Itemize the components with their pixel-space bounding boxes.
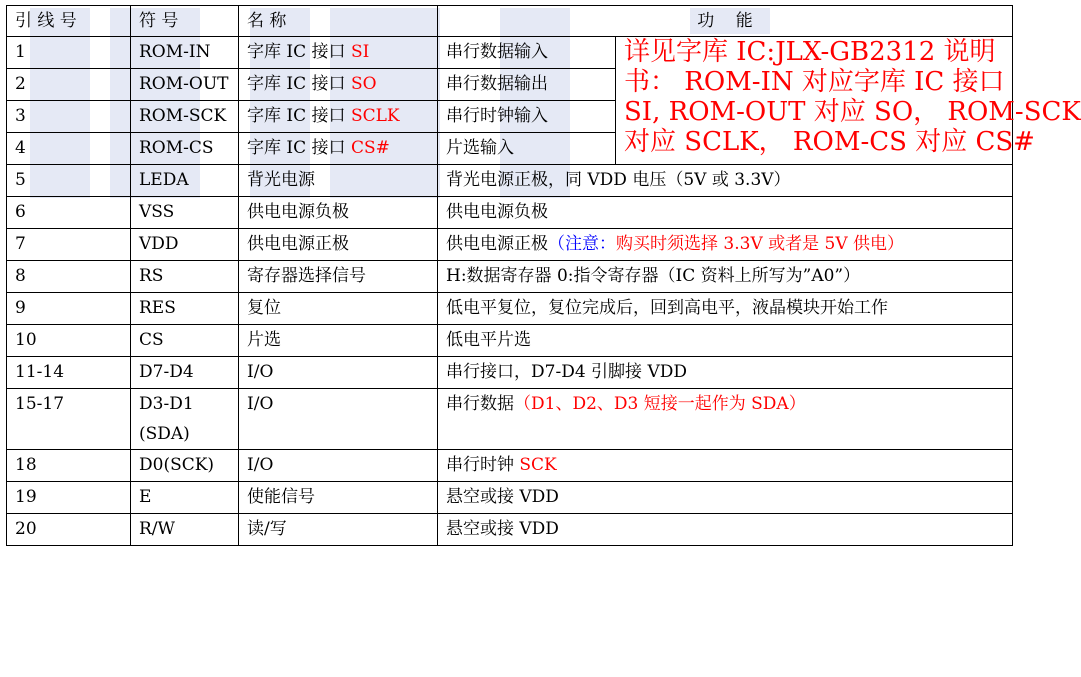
name-highlight: CS# (350, 138, 390, 158)
pin-cell: 9 (7, 293, 131, 325)
table-row (7, 293, 1013, 325)
function-text: 悬空或接 VDD (446, 487, 559, 507)
symbol-text: RS (139, 266, 164, 286)
table-row (7, 37, 1013, 69)
name-cell: 供电电源正极 (239, 229, 438, 261)
header-pin: 引 线 号 (7, 6, 131, 37)
function-cell: 串行数据输出 (438, 69, 616, 101)
function-cell (438, 357, 1013, 389)
symbol-cell (131, 325, 239, 357)
table-row (7, 261, 1013, 293)
pin-cell: 7 (7, 229, 131, 261)
function-cell (438, 229, 1013, 261)
header-symbol: 符 号 (131, 6, 239, 37)
function-cell (438, 389, 1013, 450)
note-line: 详见字库 IC:JLX-GB2312 说明 (624, 37, 996, 67)
pin-cell: 8 (7, 261, 131, 293)
pin-cell: 2 (7, 69, 131, 101)
symbol-cell (131, 165, 239, 197)
function-cell: 串行时钟输入 (438, 101, 616, 133)
symbol-text: R/W (139, 519, 176, 539)
note-line: 对应 SCLK， ROM-CS 对应 CS# (624, 127, 1035, 157)
name-cell: 片选 (239, 325, 438, 357)
note-line: 书： ROM-IN 对应字库 IC 接口 (624, 67, 1005, 97)
symbol-cell: ROM-CS (131, 133, 239, 165)
table-row (7, 229, 1013, 261)
symbol-text: D7-D4 (139, 362, 194, 382)
symbol-text: D3-D1 (139, 394, 194, 414)
symbol-cell (131, 229, 239, 261)
function-text: H:数据寄存器 0:指令寄存器（IC 资料上所写为”A0”） (446, 266, 861, 286)
function-note: （注意： (548, 234, 616, 254)
name-cell: 寄存器选择信号 (239, 261, 438, 293)
symbol-text: (SDA) (139, 424, 190, 444)
symbol-text: D0(SCK) (139, 455, 215, 475)
table-row (7, 482, 1013, 514)
table-row (7, 197, 1013, 229)
name-text: 字库 IC 接口 (247, 138, 351, 158)
function-cell: 片选输入 (438, 133, 616, 165)
table-row (7, 325, 1013, 357)
function-text: 供电电源正极 (446, 234, 548, 254)
symbol-cell (131, 293, 239, 325)
symbol-text: VDD (139, 234, 179, 254)
symbol-cell (131, 514, 239, 546)
name-cell: 背光电源 (239, 165, 438, 197)
pin-cell: 4 (7, 133, 131, 165)
table-row (7, 357, 1013, 389)
table-row (7, 389, 1013, 450)
function-text: 低电平复位，复位完成后，回到高电平，液晶模块开始工作 (446, 298, 888, 318)
table-body (7, 37, 1081, 546)
function-cell (438, 514, 1013, 546)
function-highlight: 购买时须选择 3.3V 或者是 5V 供电） (616, 234, 905, 254)
name-text: 字库 IC 接口 (247, 42, 351, 62)
pin-cell: 6 (7, 197, 131, 229)
function-highlight: （D1、D2、D3 短接一起作为 SDA） (514, 394, 806, 414)
name-cell (239, 133, 438, 165)
name-cell: I/O (239, 450, 438, 482)
symbol-text: VSS (139, 202, 175, 222)
pin-cell: 1 (7, 37, 131, 69)
symbol-text: LEDA (139, 170, 189, 190)
function-cell (438, 261, 1013, 293)
name-cell: 复位 (239, 293, 438, 325)
pin-cell: 10 (7, 325, 131, 357)
name-cell (239, 37, 438, 69)
symbol-cell (131, 357, 239, 389)
function-text: 串行时钟 (446, 455, 520, 475)
function-text: 悬空或接 VDD (446, 519, 559, 539)
table-row (7, 514, 1013, 546)
symbol-cell (131, 389, 239, 450)
function-highlight: SCK (519, 455, 557, 475)
symbol-cell: ROM-IN (131, 37, 239, 69)
pin-cell: 11-14 (7, 357, 131, 389)
function-cell (438, 293, 1013, 325)
pin-cell: 20 (7, 514, 131, 546)
function-cell (438, 450, 1013, 482)
function-cell (438, 482, 1013, 514)
symbol-cell (131, 482, 239, 514)
note-line: SI, ROM-OUT 对应 SO， ROM-SCK (624, 97, 1081, 127)
name-highlight: SCLK (350, 106, 400, 126)
name-text: 字库 IC 接口 (247, 74, 351, 94)
function-text: 串行数据 (446, 394, 514, 414)
symbol-cell: ROM-OUT (131, 69, 239, 101)
name-cell (239, 101, 438, 133)
name-highlight: SO (350, 74, 377, 94)
function-cell (438, 165, 1013, 197)
pin-definition-table (6, 5, 1081, 546)
function-cell (438, 197, 1013, 229)
table-row (7, 165, 1013, 197)
name-cell (239, 69, 438, 101)
pin-cell: 15-17 (7, 389, 131, 450)
function-text: 背光电源正极，同 VDD 电压（5V 或 3.3V） (446, 170, 791, 190)
name-cell: 使能信号 (239, 482, 438, 514)
symbol-cell (131, 261, 239, 293)
pin-cell: 18 (7, 450, 131, 482)
symbol-text: RES (139, 298, 176, 318)
table-row (7, 450, 1013, 482)
pin-cell: 5 (7, 165, 131, 197)
symbol-text: CS (139, 330, 164, 350)
name-highlight: SI (350, 42, 370, 62)
symbol-text: E (139, 487, 152, 507)
function-cell (438, 325, 1013, 357)
name-cell: 供电电源负极 (239, 197, 438, 229)
header-function: 功 能 (438, 6, 1013, 37)
function-text: 供电电源负极 (446, 202, 548, 222)
symbol-cell (131, 197, 239, 229)
pin-cell: 3 (7, 101, 131, 133)
name-cell: I/O (239, 389, 438, 450)
header-name: 名 称 (239, 6, 438, 37)
function-text: 串行接口，D7-D4 引脚接 VDD (446, 362, 687, 382)
table-header-row (7, 6, 1013, 37)
pin-cell: 19 (7, 482, 131, 514)
name-text: 字库 IC 接口 (247, 106, 351, 126)
note-cell (616, 37, 1081, 165)
symbol-cell: ROM-SCK (131, 101, 239, 133)
function-cell: 串行数据输入 (438, 37, 616, 69)
name-cell: 读/写 (239, 514, 438, 546)
function-text: 低电平片选 (446, 330, 531, 350)
name-cell: I/O (239, 357, 438, 389)
symbol-cell (131, 450, 239, 482)
